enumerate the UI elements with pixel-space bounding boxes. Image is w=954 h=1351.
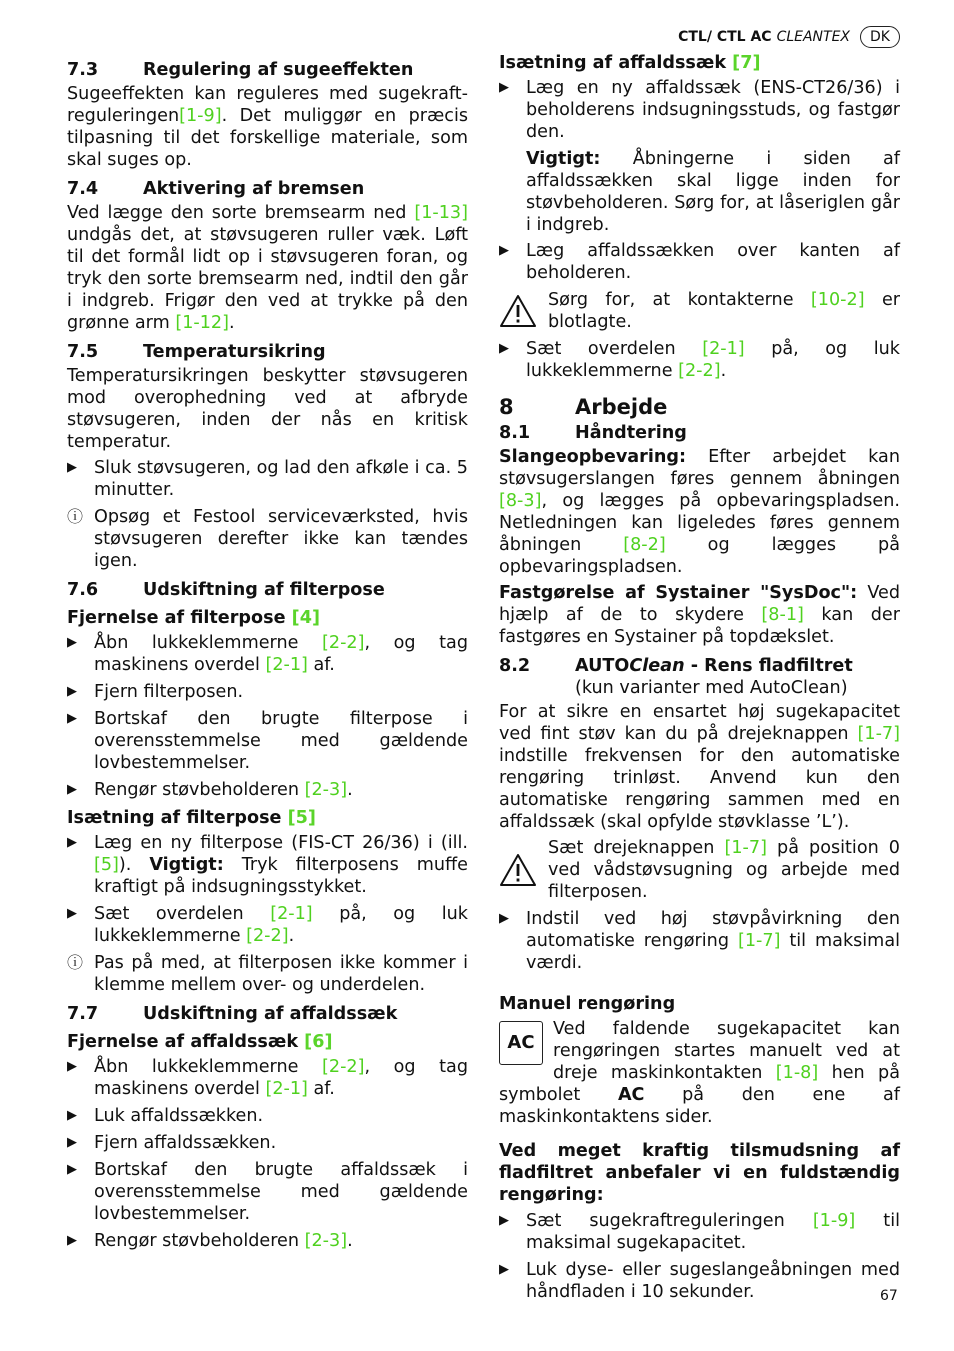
section-heading: 7.5 Temperatursikring — [67, 342, 326, 362]
paragraph: Fastgørelse af Systainer "SysDoc": Ved hjælp af de to skydere [8-1] kan der fastgøres en Systainer på topdækslet. — [499, 583, 900, 647]
figure-ref: [1-12] — [175, 313, 229, 333]
subheading: Fjernelse af affaldssæk [6] — [67, 1032, 333, 1052]
list-item: ▶ Luk affaldssækken. — [67, 1106, 264, 1126]
paragraph: For at sikre en ensartet høj sugekapacitet ved fint støv kan du på drejeknappen [1-7] indstille frekvensen for den automatiske rengøring trinløst. Anvend kun den automatiske rengøring sammen med en affaldssæk (skal opfylde støvklasse ’L’). — [499, 702, 900, 832]
bullet-arrow-icon: ▶ — [67, 1162, 77, 1177]
list-item: ▶ Rengør støvbeholderen [2-3]. — [67, 780, 353, 800]
section-heading: 7.3 Regulering af sugeeffekten — [67, 60, 414, 80]
bullet-arrow-icon: ▶ — [67, 1108, 77, 1123]
list-item: ▶ Sæt overdelen [2-1] på, og luk lukkeklemmerne [2-2]. — [499, 339, 900, 381]
left-column — [67, 52, 468, 1257]
list-item: ▶ Indstil ved høj støvpåvirkning den automatiske rengøring [1-7] til maksimal værdi. — [499, 909, 900, 973]
list-item: ▶ Læg affaldssækken over kanten af beholderen. — [499, 241, 900, 283]
emphasis-paragraph: Ved meget kraftig tilsmudsning af fladfiltret anbefaler vi en fuldstændig rengøring: — [499, 1141, 900, 1205]
chapter-heading: 8 Arbejde — [499, 395, 668, 419]
section-heading: 7.6 Udskiftning af filterpose — [67, 580, 385, 600]
bullet-arrow-icon: ▶ — [499, 1262, 509, 1277]
subheading: Manuel rengøring — [499, 994, 676, 1014]
paragraph: Ved lægge den sorte bremsearm ned [1-13] undgås det, at støvsugeren ruller væk. Løft til det formål lidt op i støvsugeren foran, og tryk den sorte bremsearm ned, indtil den går i indgreb. Frigør den ved at trykke på den grønne arm [1-12]. — [67, 203, 468, 333]
language-badge: DK — [860, 26, 900, 48]
info-note: ⓘ Pas på med, at filterposen ikke kommer i klemme mellem over- og underdelen. — [67, 953, 468, 995]
bullet-arrow-icon: ▶ — [499, 911, 509, 926]
subheading: Isætning af affaldssæk [7] — [499, 53, 761, 73]
ac-symbol-icon: AC — [499, 1021, 543, 1065]
model-name: CLEANTEX — [776, 29, 851, 45]
list-item: ▶ Åbn lukkeklemmerne [2-2], og tag maskinens overdel [2-1] af. — [67, 1057, 468, 1099]
bullet-arrow-icon: ▶ — [67, 1059, 77, 1074]
list-item: ▶ Fjern filterposen. — [67, 682, 244, 702]
bullet-arrow-icon: ▶ — [499, 341, 509, 356]
bullet-arrow-icon: ▶ — [67, 1233, 77, 1248]
bullet-arrow-icon: ▶ — [67, 906, 77, 921]
subheading: Fjernelse af filterpose [4] — [67, 608, 320, 628]
right-column — [499, 52, 900, 1308]
list-item: ▶ Bortskaf den brugte affaldssæk i overensstemmelse med gældende lovbestemmelser. — [67, 1160, 468, 1224]
warning-icon — [499, 837, 548, 903]
bullet-arrow-icon: ▶ — [499, 1213, 509, 1228]
list-item: ▶ Sæt sugekraftreguleringen [1-9] til maksimal sugekapacitet. — [499, 1211, 900, 1253]
paragraph: Temperatursikringen beskytter støvsugeren mod overophedning ved at afbryde støvsugeren, inden der nås en kritisk temperatur. — [67, 366, 468, 452]
list-item: ▶ Luk dyse- eller sugeslangeåbningen med håndfladen i 10 sekunder. — [499, 1260, 900, 1302]
bullet-arrow-icon: ▶ — [67, 460, 77, 475]
bullet-arrow-icon: ▶ — [67, 782, 77, 797]
info-note: ⓘ Opsøg et Festool serviceværksted, hvis støvsugeren derefter ikke kan tændes igen. — [67, 507, 468, 571]
bullet-arrow-icon: ▶ — [499, 80, 509, 95]
warning-note: Sørg for, at kontakterne [10-2] er blotlagte. — [499, 289, 900, 333]
subheading: Isætning af filterpose [5] — [67, 808, 316, 828]
section-heading: 8.2 AUTOClean - Rens fladfiltret (kun varianter med AutoClean) — [499, 656, 853, 698]
product-name: CTL/ CTL AC — [678, 29, 772, 45]
section-heading: 7.4 Aktivering af bremsen — [67, 179, 365, 199]
paragraph: AC Ved faldende sugekapacitet kan rengøringen startes manuelt ved at dreje maskinkontakten [1-8] hen på symbolet AC på den ene af maskinkontaktens sider. — [499, 1019, 900, 1127]
list-item: ▶ Rengør støvbeholderen [2-3]. — [67, 1231, 353, 1251]
list-item: ▶ Sluk støvsugeren, og lad den afkøle i ca. 5 minutter. — [67, 458, 468, 500]
figure-ref: [1-9] — [179, 106, 222, 126]
bullet-arrow-icon: ▶ — [67, 635, 77, 650]
list-item: ▶ Sæt overdelen [2-1] på, og luk lukkeklemmerne [2-2]. — [67, 904, 468, 946]
list-item: ▶ Læg en ny affaldssæk (ENS-CT26/36) i beholderens indsugningsstuds, og fastgør den. — [499, 78, 900, 142]
info-icon: ⓘ — [67, 953, 84, 972]
paragraph: Slangeopbevaring: Efter arbejdet kan støvsugerslangen føres gennem åbningen [8-3], og lægges på opbevaringspladsen. Netledningen kan ligeledes føres gennem åbningen [8-2] og lægges på opbevaringspladsen. — [499, 447, 900, 577]
section-heading: 7.7 Udskiftning af affaldssæk — [67, 1004, 398, 1024]
list-item: ▶ Læg en ny filterpose (FIS-CT 26/36) i (ill. [5]). Vigtigt: Tryk filterposens muffe kraftigt på indsugningsstykket. — [67, 833, 468, 897]
warning-icon — [499, 289, 548, 333]
section-heading: 8.1 Håndtering — [499, 423, 687, 443]
page-number: 67 — [880, 1288, 898, 1304]
bullet-arrow-icon: ▶ — [67, 684, 77, 699]
important-note: Vigtigt: Åbningerne i siden af affaldssækken skal ligge inden for støvbeholderen. Sørg for, at låseriglen går i indgreb. — [526, 149, 900, 235]
bullet-arrow-icon: ▶ — [67, 1135, 77, 1150]
bullet-arrow-icon: ▶ — [67, 711, 77, 726]
figure-ref: [1-13] — [414, 203, 468, 223]
bullet-arrow-icon: ▶ — [499, 243, 509, 258]
warning-note: Sæt drejeknappen [1-7] på position 0 ved vådstøvsugning og arbejde med filterposen. — [499, 837, 900, 903]
list-item: ▶ Fjern affaldssækken. — [67, 1133, 277, 1153]
paragraph: Sugeeffekten kan reguleres med sugekraft-reguleringen[1-9]. Det muliggør en præcis tilpasning til det forskellige materiale, som skal suges op. — [67, 84, 468, 170]
info-icon: ⓘ — [67, 507, 84, 526]
list-item: ▶ Bortskaf den brugte filterpose i overensstemmelse med gældende lovbestemmelser. — [67, 709, 468, 773]
page-header — [678, 26, 900, 48]
bullet-arrow-icon: ▶ — [67, 835, 77, 850]
list-item: ▶ Åbn lukkeklemmerne [2-2], og tag maskinens overdel [2-1] af. — [67, 633, 468, 675]
